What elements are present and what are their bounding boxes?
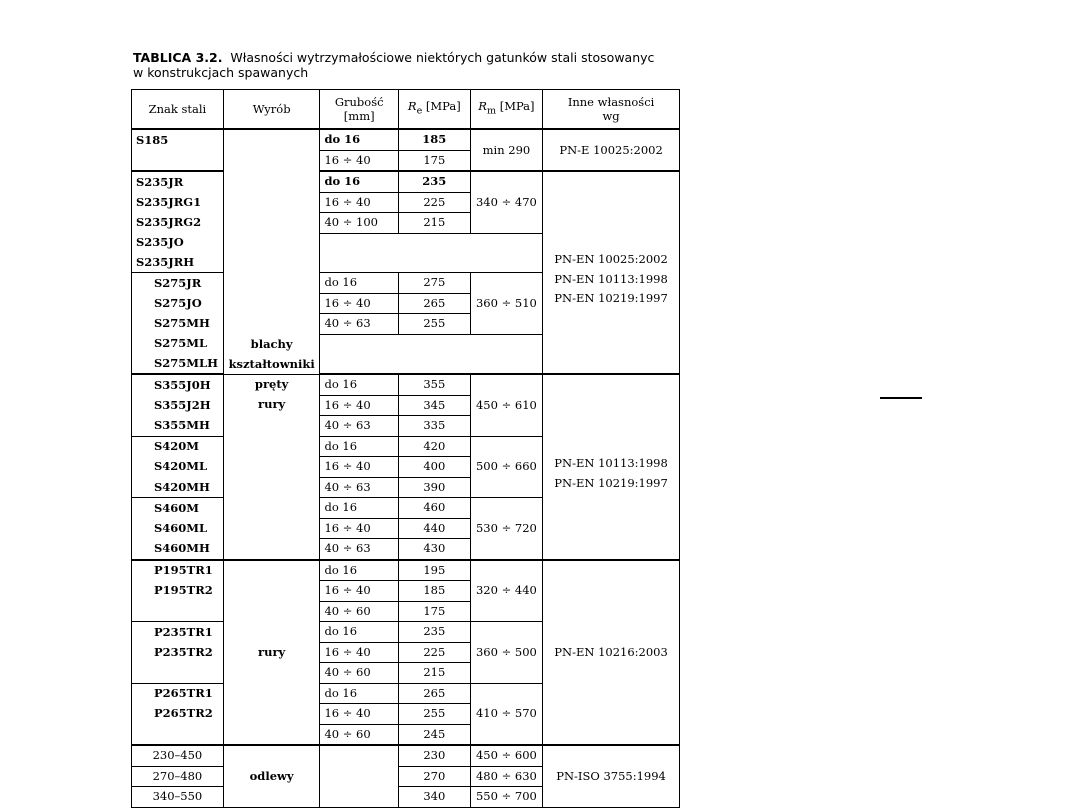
- product-cell-group-2: [223, 336, 320, 560]
- rm-cell: 340 ÷ 470: [470, 171, 542, 233]
- re-cell: 235: [398, 171, 470, 192]
- thickness-cell: 16 ÷ 40: [320, 150, 398, 171]
- thickness-cell: 40 ÷ 63: [320, 314, 398, 335]
- header-other: Inne własności wg: [543, 90, 680, 130]
- re-cell: 345: [398, 395, 470, 416]
- re-cell: 255: [398, 704, 470, 725]
- product-cell: odlewy: [223, 745, 320, 807]
- standard-cell: PN-ISO 3755:1994: [543, 745, 680, 807]
- grade-cell: S275JR: [132, 273, 224, 294]
- grade-cell: P235TR1: [132, 622, 224, 643]
- rm-cell: 530 ÷ 720: [470, 498, 542, 560]
- thickness-cell: 40 ÷ 60: [320, 724, 398, 745]
- grade-cell: [132, 150, 224, 171]
- rm-cell: 360 ÷ 510: [470, 273, 542, 335]
- grade-cell: S235JRG1: [132, 192, 224, 213]
- re-cell: 175: [398, 601, 470, 622]
- thickness-cell: do 16: [320, 560, 398, 581]
- thickness-cell: 16 ÷ 40: [320, 704, 398, 725]
- re-cell: 460: [398, 498, 470, 519]
- thickness-cell: 16 ÷ 40: [320, 518, 398, 539]
- grade-cell: S275ML: [132, 334, 224, 354]
- stray-line-mark: [880, 397, 922, 399]
- re-cell: 355: [398, 374, 470, 395]
- re-cell: 420: [398, 436, 470, 457]
- grade-cell: S235JR: [132, 171, 224, 192]
- rm-cell: 360 ÷ 500: [470, 622, 542, 684]
- standard-cell: PN-E 10025:2002: [543, 129, 680, 171]
- grade-cell: P235TR2: [132, 642, 224, 663]
- table-row: [132, 745, 680, 766]
- table-row: [132, 171, 680, 192]
- re-cell: 245: [398, 724, 470, 745]
- empty-merged-cell: [320, 334, 543, 374]
- empty-merged-cell: [320, 233, 543, 273]
- thickness-cell: 40 ÷ 63: [320, 539, 398, 560]
- grade-cell: S275MH: [132, 314, 224, 335]
- table-row: [132, 129, 680, 150]
- re-cell: 225: [398, 192, 470, 213]
- grade-cell: S235JRG2: [132, 213, 224, 234]
- re-cell: 185: [398, 581, 470, 602]
- re-cell: 390: [398, 477, 470, 498]
- re-cell: 185: [398, 129, 470, 150]
- header-grade: Znak stali: [132, 90, 224, 130]
- thickness-cell: do 16: [320, 171, 398, 192]
- re-cell: 175: [398, 150, 470, 171]
- grade-cell: S185: [132, 129, 224, 150]
- thickness-cell-empty: [320, 745, 398, 807]
- table-number: TABLICA 3.2.: [133, 50, 223, 65]
- rm-cell: 450 ÷ 610: [470, 374, 542, 436]
- rm-cell: min 290: [470, 129, 542, 171]
- re-cell: 195: [398, 560, 470, 581]
- caption-line-2: w konstrukcjach spawanych: [133, 65, 309, 80]
- caption-line-1: Własności wytrzymałościowe niektórych gatunków stali stosowanyc: [230, 50, 655, 65]
- rm-cell: 500 ÷ 660: [470, 436, 542, 498]
- re-cell: 335: [398, 416, 470, 437]
- grade-cell: S235JRH: [132, 253, 224, 273]
- re-cell: 265: [398, 293, 470, 314]
- rm-cell: 320 ÷ 440: [470, 560, 542, 622]
- product-label: rury: [258, 396, 286, 411]
- product-cell: rury: [223, 560, 320, 746]
- thickness-cell: do 16: [320, 683, 398, 704]
- thickness-cell: 16 ÷ 40: [320, 457, 398, 478]
- grade-cell: 230–450: [132, 745, 224, 766]
- grade-cell: [132, 601, 224, 622]
- grade-cell: S275MLH: [132, 354, 224, 375]
- grade-cell: S460ML: [132, 518, 224, 539]
- thickness-cell: do 16: [320, 436, 398, 457]
- table-row: [132, 374, 680, 395]
- re-cell: 235: [398, 622, 470, 643]
- grade-cell: [132, 663, 224, 684]
- re-cell: 215: [398, 663, 470, 684]
- grade-cell: S275JO: [132, 293, 224, 314]
- thickness-cell: do 16: [320, 129, 398, 150]
- re-cell: 430: [398, 539, 470, 560]
- thickness-cell: 16 ÷ 40: [320, 642, 398, 663]
- header-rm: $R_m$ [MPa]: [470, 90, 542, 130]
- rm-cell: 550 ÷ 700: [470, 787, 542, 808]
- header-row: [132, 90, 680, 130]
- thickness-cell: 40 ÷ 60: [320, 663, 398, 684]
- grade-cell: 270–480: [132, 766, 224, 787]
- product-label: pręty: [254, 376, 289, 391]
- table-row: [132, 560, 680, 581]
- re-cell: 265: [398, 683, 470, 704]
- re-cell: 275: [398, 273, 470, 294]
- re-cell: 230: [398, 745, 470, 766]
- rm-cell: 450 ÷ 600: [470, 745, 542, 766]
- standard-line: PN-EN 10025:2002: [554, 252, 668, 266]
- thickness-cell: 40 ÷ 63: [320, 477, 398, 498]
- steel-properties-table: [131, 89, 680, 808]
- re-cell: 340: [398, 787, 470, 808]
- grade-cell: P265TR1: [132, 683, 224, 704]
- thickness-cell: 16 ÷ 40: [320, 395, 398, 416]
- product-label: kształtowniki: [228, 356, 315, 371]
- header-product: Wyrób: [223, 90, 320, 130]
- standard-cell-block: [543, 171, 680, 374]
- grade-cell: S420M: [132, 436, 224, 457]
- thickness-cell: do 16: [320, 498, 398, 519]
- grade-cell: S460M: [132, 498, 224, 519]
- thickness-cell: do 16: [320, 622, 398, 643]
- thickness-cell: 40 ÷ 100: [320, 213, 398, 234]
- standard-line: PN-EN 10219:1997: [554, 476, 668, 490]
- rm-cell: 410 ÷ 570: [470, 683, 542, 745]
- thickness-cell: 16 ÷ 40: [320, 293, 398, 314]
- thickness-cell: 16 ÷ 40: [320, 581, 398, 602]
- re-cell: 400: [398, 457, 470, 478]
- grade-cell: S235JO: [132, 233, 224, 253]
- header-thickness: Grubość [mm]: [320, 90, 398, 130]
- re-cell: 440: [398, 518, 470, 539]
- rm-cell: 480 ÷ 630: [470, 766, 542, 787]
- product-label: blachy: [250, 336, 293, 351]
- re-cell: 215: [398, 213, 470, 234]
- standard-cell: PN-EN 10216:2003: [543, 560, 680, 746]
- grade-cell: S355J0H: [132, 374, 224, 395]
- grade-cell: S420MH: [132, 477, 224, 498]
- grade-cell: S460MH: [132, 539, 224, 560]
- grade-cell: S355MH: [132, 416, 224, 437]
- grade-cell: P195TR2: [132, 581, 224, 602]
- standard-line: PN-EN 10113:1998: [554, 271, 668, 286]
- thickness-cell: 40 ÷ 63: [320, 416, 398, 437]
- grade-cell: P265TR2: [132, 704, 224, 725]
- standard-line: PN-EN 10113:1998: [554, 456, 668, 470]
- header-re: $R_e$ [MPa]: [398, 90, 470, 130]
- thickness-cell: 16 ÷ 40: [320, 192, 398, 213]
- re-cell: 270: [398, 766, 470, 787]
- grade-cell: P195TR1: [132, 560, 224, 581]
- thickness-cell: do 16: [320, 374, 398, 395]
- grade-cell: S355J2H: [132, 395, 224, 416]
- standard-cell-block: [543, 374, 680, 560]
- thickness-cell: 40 ÷ 60: [320, 601, 398, 622]
- grade-cell: 340–550: [132, 787, 224, 808]
- re-cell: 255: [398, 314, 470, 335]
- grade-cell: S420ML: [132, 457, 224, 478]
- standard-line: PN-EN 10219:1997: [554, 291, 668, 305]
- thickness-cell: do 16: [320, 273, 398, 294]
- grade-cell: [132, 724, 224, 745]
- re-cell: 225: [398, 642, 470, 663]
